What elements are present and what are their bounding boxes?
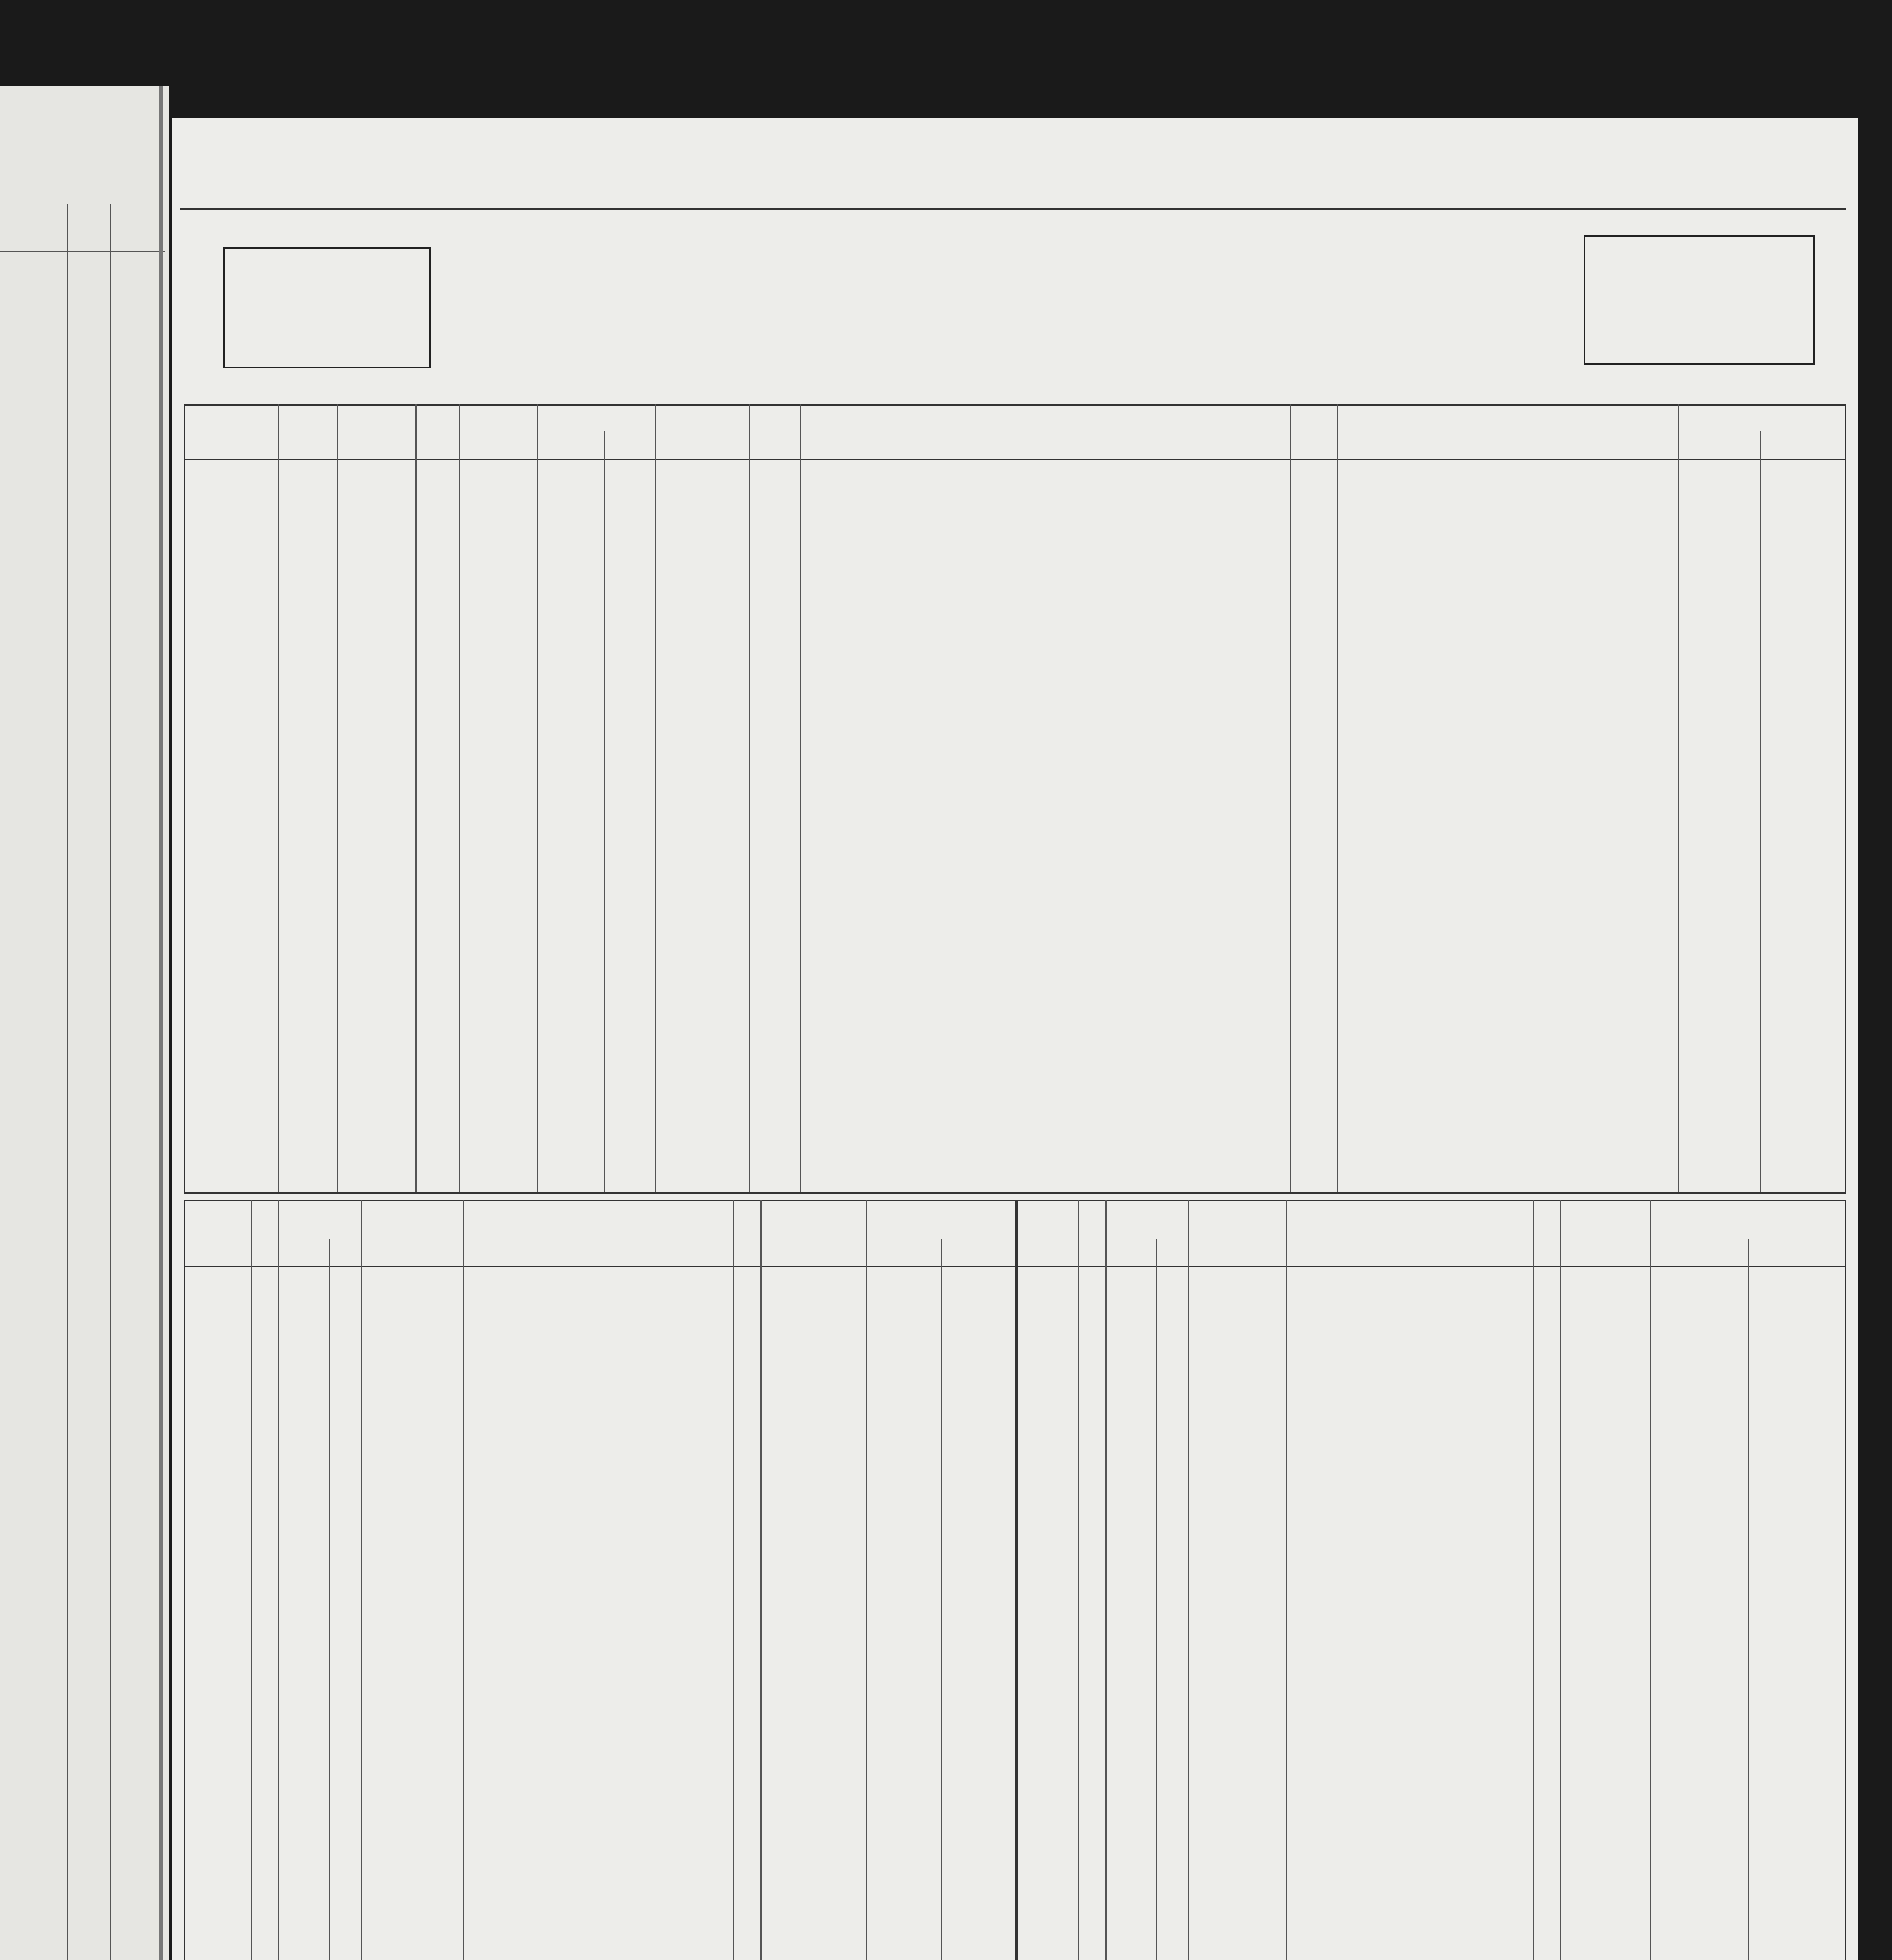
top-table-rule [184, 404, 1846, 406]
newspaper-page [172, 118, 1858, 1960]
col-divider [415, 404, 417, 1192]
col-divider [1105, 1200, 1107, 1960]
page-binding [159, 86, 163, 1960]
col-divider [1078, 1200, 1079, 1960]
telephone-info-box [223, 247, 431, 368]
col-divider [1290, 404, 1291, 1192]
previous-page-strip [0, 86, 169, 1960]
left-strip-divider [110, 204, 111, 1960]
left-strip-rule [0, 251, 165, 252]
col-divider [278, 1200, 279, 1960]
col-divider [1286, 1200, 1287, 1960]
bottom-table-border [1845, 1200, 1846, 1960]
col-divider [800, 404, 801, 1192]
top-table-border [184, 404, 185, 1194]
col-divider [1188, 1200, 1189, 1960]
col-divider [733, 1200, 734, 1960]
col-divider [866, 1200, 867, 1960]
head-rule [180, 208, 1846, 210]
col-divider [251, 1200, 252, 1960]
top-table-header-rule [184, 459, 1846, 460]
col-divider [463, 1200, 464, 1960]
col-divider [337, 404, 338, 1192]
col-divider [1156, 1239, 1157, 1960]
col-divider [329, 1239, 330, 1960]
col-divider [1533, 1200, 1534, 1960]
col-divider [361, 1200, 362, 1960]
left-strip-divider [67, 204, 68, 1960]
col-divider [749, 404, 750, 1192]
col-divider [278, 404, 279, 1192]
col-divider [537, 404, 538, 1192]
bottom-table-border [184, 1200, 185, 1960]
col-divider [459, 404, 460, 1192]
col-divider [1678, 404, 1679, 1192]
col-divider [1760, 431, 1761, 1192]
col-divider [1748, 1239, 1749, 1960]
top-table-bottom-rule [184, 1192, 1846, 1194]
col-divider [655, 404, 656, 1192]
header-nominal [253, 1211, 276, 1254]
top-table-border [1845, 404, 1846, 1194]
col-divider [941, 1239, 942, 1960]
col-divider [1560, 1200, 1561, 1960]
bottom-center-divider [1015, 1200, 1018, 1960]
col-divider [1337, 404, 1338, 1192]
col-divider [1650, 1200, 1651, 1960]
radio-info-box [1584, 235, 1815, 365]
col-divider [604, 431, 605, 1192]
col-divider [760, 1200, 762, 1960]
